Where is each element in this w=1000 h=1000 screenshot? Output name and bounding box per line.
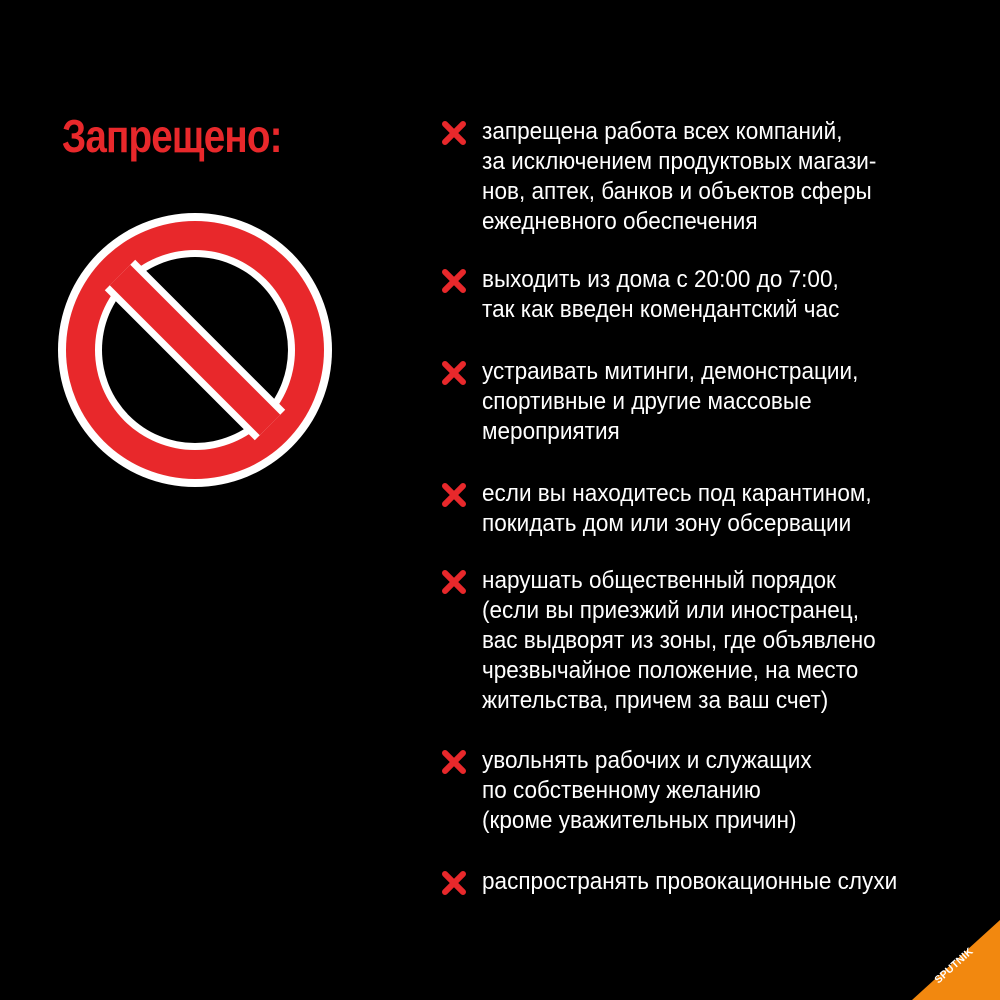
list-item-text: устраивать митинги, демонстрации, спортивные и другие массовые мероприятия	[482, 358, 859, 445]
prohibited-items-list	[440, 0, 1000, 1000]
list-item-text: нарушать общественный порядок (если вы приезжий или иностранец, вас выдворят из зоны, где объявлено чрезвычайное положение, на место жительства, причем за ваш счет)	[482, 567, 876, 714]
list-item-text: выходить из дома с 20:00 до 7:00, так как введен комендантский час	[482, 266, 840, 323]
x-mark-icon	[441, 268, 467, 294]
page-title: Запрещено:	[62, 110, 282, 162]
list-item-text: запрещена работа всех компаний, за исключением продуктовых магази- нов, аптек, банков и объектов сферы ежедневного обеспечения	[482, 118, 877, 235]
prohibition-sign-icon	[58, 213, 332, 487]
list-item-text: увольнять рабочих и служащих по собственному желанию (кроме уважительных причин)	[482, 747, 812, 834]
sputnik-logo-text: SPUTNIK	[932, 945, 976, 987]
x-mark-icon	[441, 360, 467, 386]
x-mark-icon	[441, 870, 467, 896]
list-item-text: распространять провокационные слухи	[482, 868, 898, 895]
x-mark-icon	[441, 482, 467, 508]
x-mark-icon	[441, 120, 467, 146]
x-mark-icon	[441, 569, 467, 595]
sputnik-logo	[912, 920, 1000, 1000]
x-mark-icon	[441, 749, 467, 775]
list-item-text: если вы находитесь под карантином, покидать дом или зону обсервации	[482, 480, 872, 537]
